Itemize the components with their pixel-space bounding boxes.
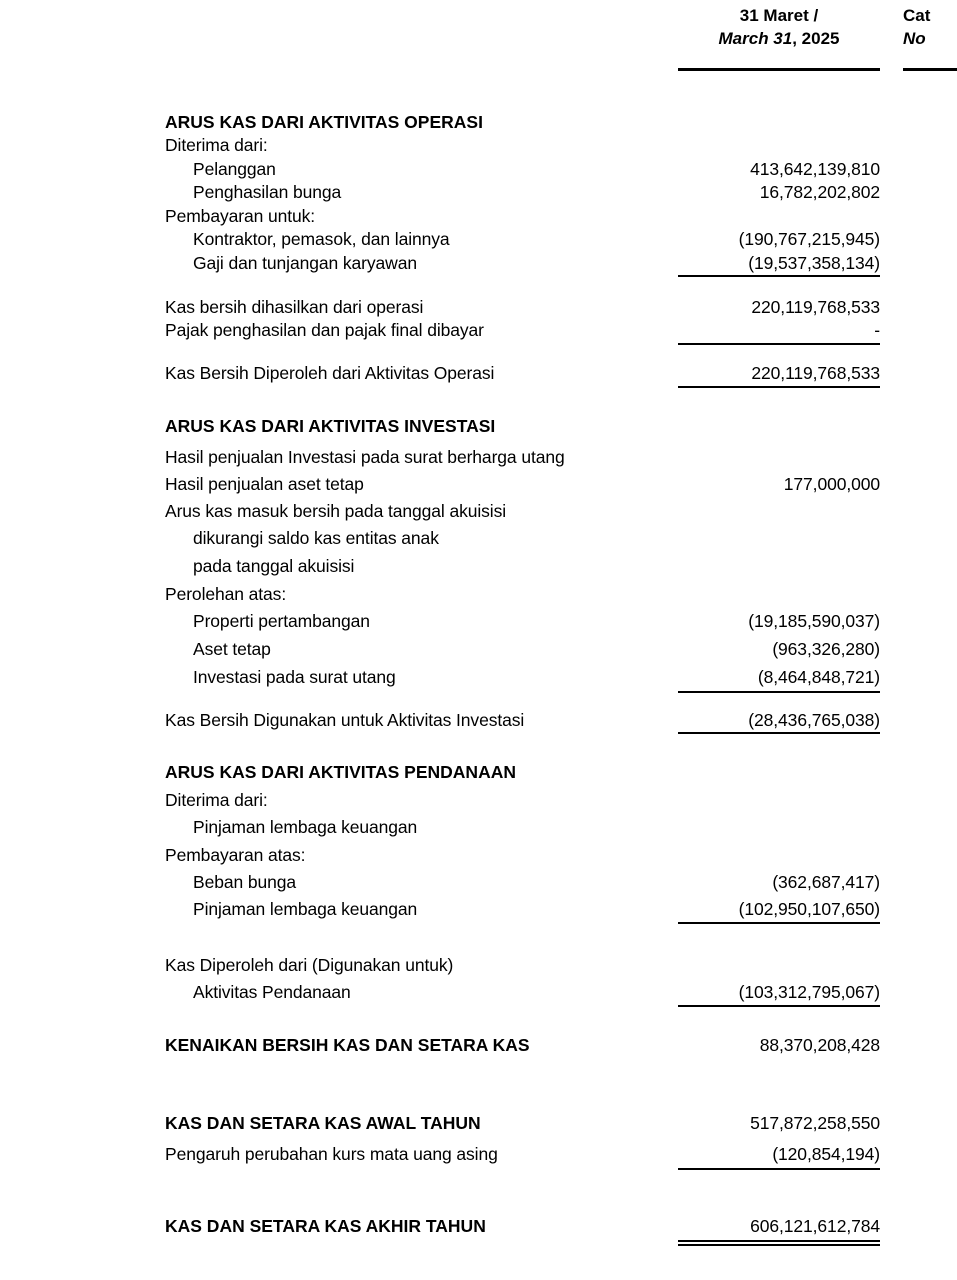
row-value: 88,370,208,428 bbox=[759, 1035, 880, 1055]
row-value: 16,782,202,802 bbox=[759, 182, 880, 202]
row-label: dikurangi saldo kas entitas anak bbox=[193, 528, 439, 548]
row-value: (8,464,848,721) bbox=[757, 667, 880, 687]
row-value: (28,436,765,038) bbox=[748, 710, 880, 730]
column-header-date-english: March 31 bbox=[718, 29, 793, 48]
note-ref-cutoff bbox=[903, 666, 957, 688]
row-value: 220,119,768,533 bbox=[751, 297, 880, 317]
total-rule-bottom bbox=[678, 1005, 880, 1007]
row-label: Pembayaran atas: bbox=[165, 845, 306, 865]
table-row bbox=[0, 816, 957, 838]
column-header-notes-line2: No bbox=[903, 29, 926, 48]
total-rule-bottom bbox=[678, 386, 880, 388]
table-row bbox=[0, 666, 957, 688]
row-label: Hasil penjualan aset tetap bbox=[165, 474, 364, 494]
row-label: Pinjaman lembaga keuangan bbox=[193, 899, 418, 919]
section-title-investasi bbox=[0, 415, 957, 437]
section-title-text: ARUS KAS DARI AKTIVITAS OPERASI bbox=[165, 112, 483, 132]
row-value: (19,185,590,037) bbox=[748, 611, 880, 631]
column-header-date bbox=[678, 4, 880, 50]
row-value: (120,854,194) bbox=[772, 1144, 880, 1164]
row-label: KAS DAN SETARA KAS AKHIR TAHUN bbox=[165, 1216, 486, 1236]
note-ref-cutoff bbox=[903, 473, 957, 495]
table-row bbox=[0, 555, 957, 577]
section-title-text: ARUS KAS DARI AKTIVITAS PENDANAAN bbox=[165, 762, 516, 782]
note-ref-cutoff bbox=[903, 446, 957, 468]
row-label: Penghasilan bunga bbox=[193, 182, 342, 202]
row-label: Gaji dan tunjangan karyawan bbox=[193, 253, 417, 273]
row-label: Pengaruh perubahan kurs mata uang asing bbox=[165, 1144, 498, 1164]
row-label: Pajak penghasilan dan pajak final dibayar bbox=[165, 320, 484, 340]
table-row bbox=[0, 789, 957, 811]
row-label: Arus kas masuk bersih pada tanggal akuisisi bbox=[165, 501, 507, 521]
row-value: (362,687,417) bbox=[772, 872, 880, 892]
row-value: (963,326,280) bbox=[772, 639, 880, 659]
row-label: Pembayaran untuk: bbox=[165, 206, 316, 226]
beginning-balance-row bbox=[0, 1112, 957, 1134]
table-row bbox=[0, 446, 957, 468]
row-label: Kas Bersih Diperoleh dari Aktivitas Operasi bbox=[165, 363, 495, 383]
row-value: 606,121,612,784 bbox=[750, 1216, 880, 1236]
table-row bbox=[0, 228, 957, 250]
header-rule-date bbox=[678, 68, 880, 71]
subtotal-rule bbox=[678, 922, 880, 924]
header-rule-notes bbox=[903, 68, 957, 71]
table-row bbox=[0, 181, 957, 203]
row-value: (190,767,215,945) bbox=[738, 229, 880, 249]
summary-rule bbox=[678, 1168, 880, 1170]
row-label: Aset tetap bbox=[193, 639, 271, 659]
row-label: Hasil penjualan Investasi pada surat berharga utang bbox=[165, 447, 565, 467]
row-value: 177,000,000 bbox=[783, 474, 880, 494]
table-row-subtotal bbox=[0, 319, 957, 341]
table-row-total bbox=[0, 981, 957, 1003]
row-label: Perolehan atas: bbox=[165, 584, 287, 604]
table-row bbox=[0, 252, 957, 274]
grand-total-double-rule bbox=[678, 1240, 880, 1246]
table-row bbox=[0, 158, 957, 180]
table-row bbox=[0, 134, 957, 156]
table-row bbox=[0, 583, 957, 605]
column-header-notes bbox=[903, 4, 957, 50]
column-header-date-year: , 2025 bbox=[792, 29, 840, 48]
row-label: pada tanggal akuisisi bbox=[193, 556, 355, 576]
section-title-pendanaan bbox=[0, 761, 957, 783]
row-label: Aktivitas Pendanaan bbox=[193, 982, 351, 1002]
table-row-total bbox=[0, 954, 957, 976]
row-label: Investasi pada surat utang bbox=[193, 667, 396, 687]
row-value: 220,119,768,533 bbox=[751, 363, 880, 383]
column-header-notes-line1: Cat bbox=[903, 6, 931, 25]
row-label: Pelanggan bbox=[193, 159, 276, 179]
row-label: Kas Diperoleh dari (Digunakan untuk) bbox=[165, 955, 454, 975]
row-value: 413,642,139,810 bbox=[750, 159, 880, 179]
row-value: (102,950,107,650) bbox=[738, 899, 880, 919]
section-title-operasi bbox=[0, 111, 957, 133]
table-row-subtotal bbox=[0, 296, 957, 318]
section-title-text: ARUS KAS DARI AKTIVITAS INVESTASI bbox=[165, 416, 496, 436]
row-value: 517,872,258,550 bbox=[750, 1113, 880, 1133]
row-label: Properti pertambangan bbox=[193, 611, 370, 631]
column-header-date-line1: 31 Maret / bbox=[739, 6, 819, 25]
fx-effect-row bbox=[0, 1143, 957, 1165]
column-header-date-line2 bbox=[678, 27, 880, 50]
row-label: Kas Bersih Digunakan untuk Aktivitas Investasi bbox=[165, 710, 525, 730]
net-increase-row bbox=[0, 1034, 957, 1056]
row-label: KENAIKAN BERSIH KAS DAN SETARA KAS bbox=[165, 1035, 530, 1055]
row-label: Diterima dari: bbox=[165, 790, 268, 810]
total-rule-bottom bbox=[678, 732, 880, 734]
row-label: Diterima dari: bbox=[165, 135, 268, 155]
row-label: Kontraktor, pemasok, dan lainnya bbox=[193, 229, 450, 249]
table-row bbox=[0, 844, 957, 866]
row-label: KAS DAN SETARA KAS AWAL TAHUN bbox=[165, 1113, 481, 1133]
table-row-total bbox=[0, 362, 957, 384]
table-row bbox=[0, 871, 957, 893]
row-value: (19,537,358,134) bbox=[748, 253, 880, 273]
total-rule bbox=[678, 691, 880, 693]
table-row-total bbox=[0, 709, 957, 731]
table-row bbox=[0, 898, 957, 920]
row-label: Pinjaman lembaga keuangan bbox=[193, 817, 418, 837]
row-label: Beban bunga bbox=[193, 872, 297, 892]
note-ref-cutoff bbox=[903, 638, 957, 660]
row-value: - bbox=[874, 320, 880, 340]
table-row bbox=[0, 473, 957, 495]
row-value: (103,312,795,067) bbox=[738, 982, 880, 1002]
total-rule bbox=[678, 343, 880, 345]
table-row bbox=[0, 205, 957, 227]
ending-balance-row bbox=[0, 1215, 957, 1237]
table-row bbox=[0, 638, 957, 660]
table-row bbox=[0, 527, 957, 549]
table-row bbox=[0, 500, 957, 522]
table-row bbox=[0, 610, 957, 632]
subtotal-rule bbox=[678, 275, 880, 277]
row-label: Kas bersih dihasilkan dari operasi bbox=[165, 297, 424, 317]
